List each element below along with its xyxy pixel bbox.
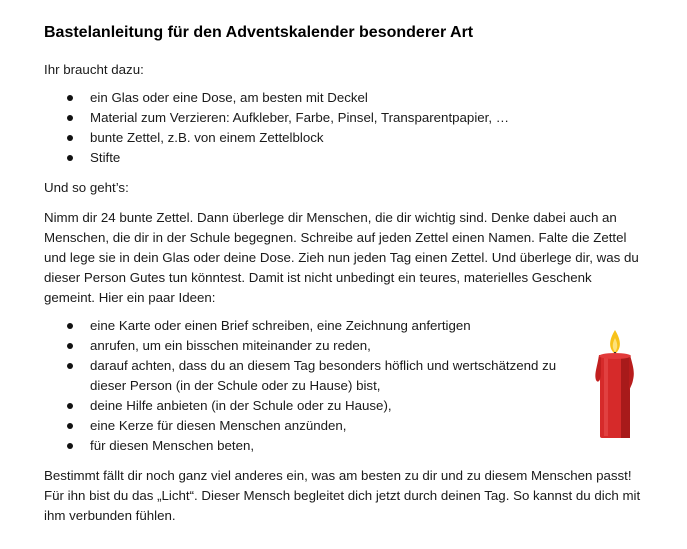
paragraph-line: gemeint. Hier ein paar Ideen: (44, 290, 216, 305)
list-item: Stifte (44, 148, 509, 168)
paragraph-line: dieser Person Gutes tun könntest. Damit ist nicht unbedingt ein teures, materielles Geschenk (44, 270, 592, 285)
idea-text-continuation: dieser Person (in der Schule oder zu Hause) bist, (90, 378, 381, 393)
idea-text: eine Kerze für diesen Menschen anzünden, (90, 418, 347, 433)
ideas-list (44, 316, 556, 456)
instructions-paragraph (44, 208, 654, 308)
idea-text: eine Karte oder einen Brief schreiben, eine Zeichnung anfertigen (90, 318, 471, 333)
paragraph-line: Menschen, die dir in der Schule begegnen. Schreibe auf jeden Zettel einen Namen. Falte die Zettel (44, 230, 627, 245)
paragraph-line: ihm verbunden fühlen. (44, 508, 176, 523)
candle-icon (590, 328, 640, 440)
paragraph-line: Nimm dir 24 bunte Zettel. Dann überlege dir Menschen, die dir wichtig sind. Denke dabei auch an (44, 210, 617, 225)
materials-intro: Ihr braucht dazu: (44, 62, 144, 77)
idea-text: für diesen Menschen beten, (90, 438, 255, 453)
paragraph-line: Bestimmt fällt dir noch ganz viel anderes ein, was am besten zu dir und zu diesem Menschen passt! (44, 468, 632, 483)
list-item (44, 416, 556, 436)
document-title: Bastelanleitung für den Adventskalender besonderer Art (44, 24, 474, 41)
list-item (44, 336, 556, 356)
list-item: Material zum Verzieren: Aufkleber, Farbe, Pinsel, Transparentpapier, … (44, 108, 509, 128)
steps-intro: Und so geht’s: (44, 180, 129, 195)
materials-list (44, 88, 509, 168)
list-item: bunte Zettel, z.B. von einem Zettelblock (44, 128, 509, 148)
list-item: ein Glas oder eine Dose, am besten mit Deckel (44, 88, 509, 108)
list-item (44, 436, 556, 456)
paragraph-line: Für ihn bist du das „Licht“. Dieser Mensch begleitet dich jetzt durch deinen Tag. So kannst du dich mit (44, 488, 641, 503)
idea-text: anrufen, um ein bisschen miteinander zu reden, (90, 338, 371, 353)
list-item (44, 356, 556, 396)
paragraph-line: und lege sie in dein Glas oder deine Dose. Zieh nun jeden Tag einen Zettel. Und überlege dir, was du (44, 250, 639, 265)
idea-text: deine Hilfe anbieten (in der Schule oder zu Hause), (90, 398, 392, 413)
list-item (44, 316, 556, 336)
closing-paragraph (44, 466, 654, 526)
idea-text: darauf achten, dass du an diesem Tag besonders höflich und wertschätzend zu (90, 358, 557, 373)
list-item (44, 396, 556, 416)
